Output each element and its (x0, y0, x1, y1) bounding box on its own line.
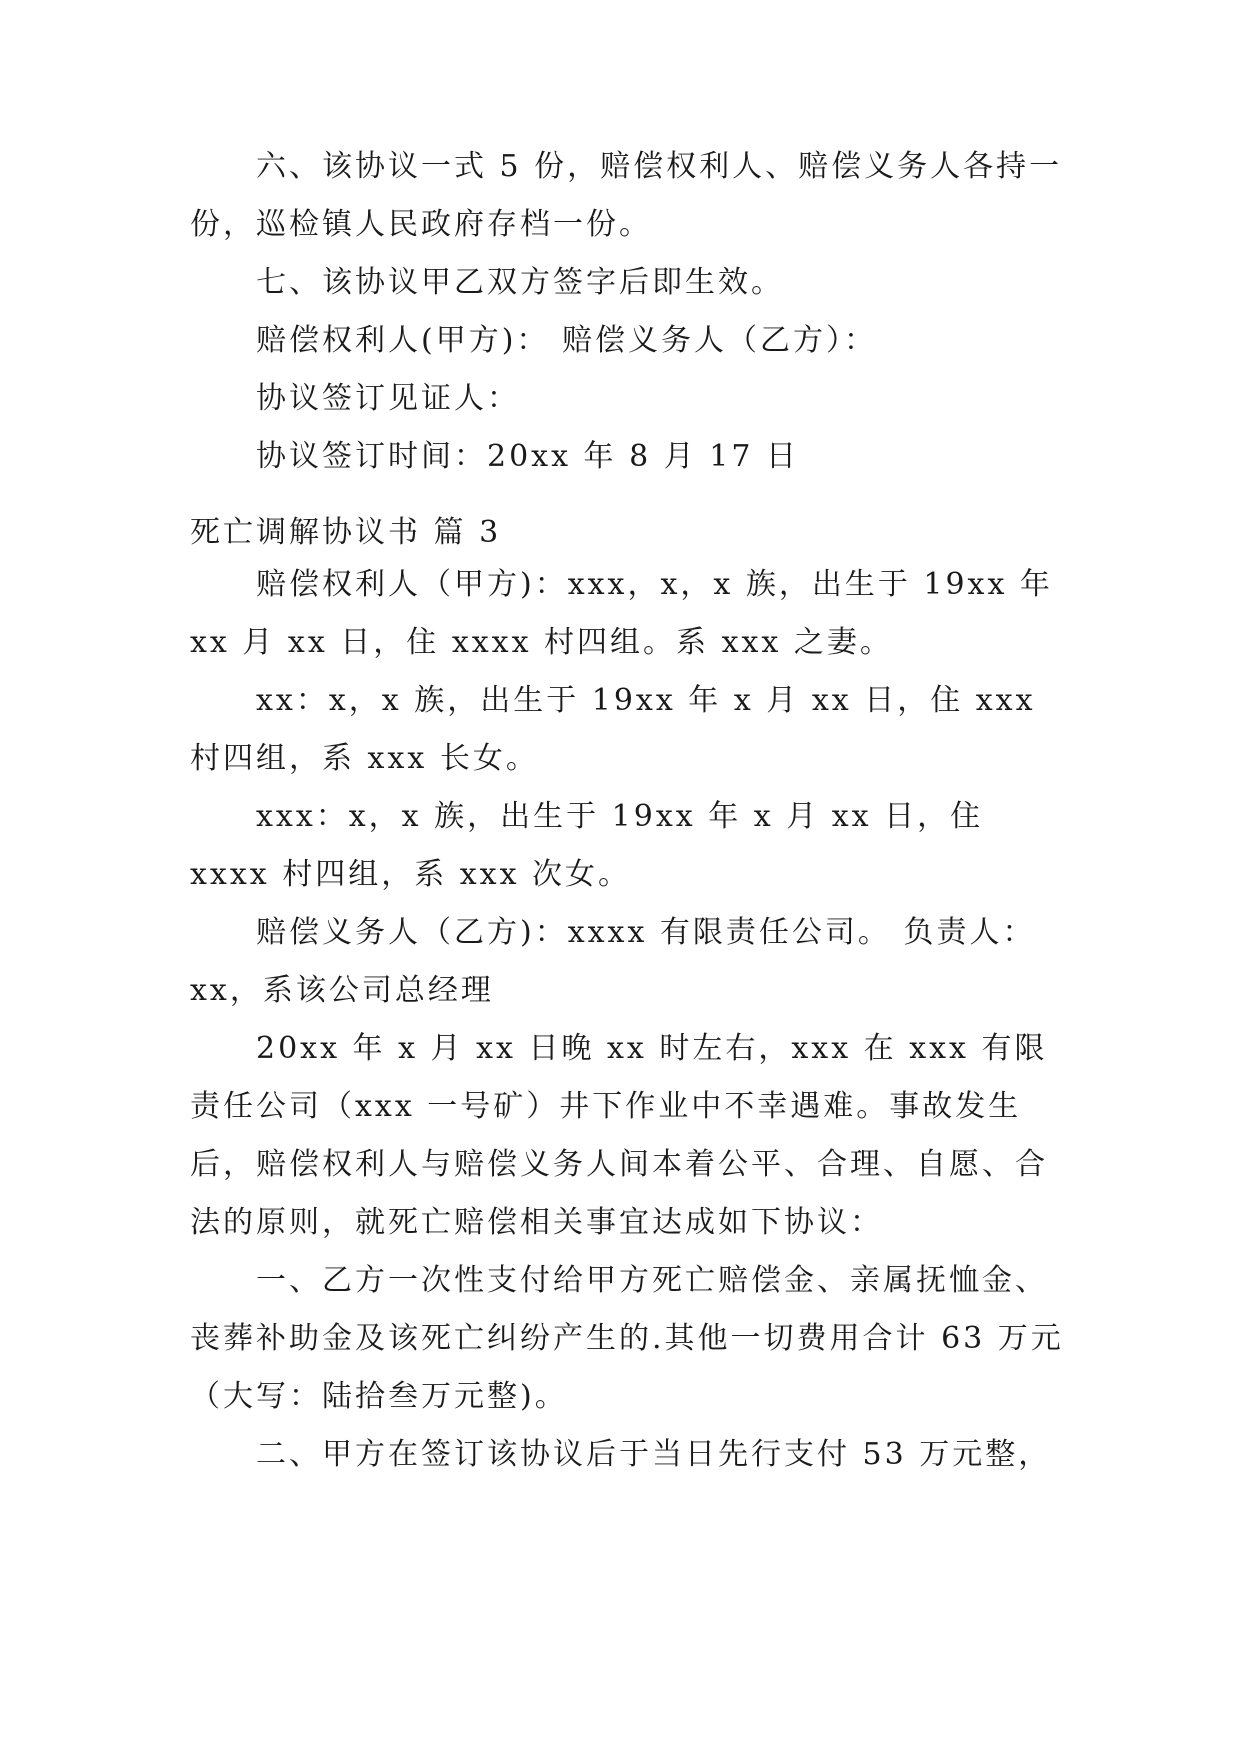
clause-six: 六、该协议一式 5 份，赔偿权利人、赔偿义务人各持一份，巡检镇人民政府存档一份。 (190, 149, 1063, 242)
signature-parties-line: 赔偿权利人(甲方)： 赔偿义务人（乙方）： (256, 323, 877, 358)
section-heading-block (190, 504, 1070, 562)
eldest-daughter-paragraph: xx：x，x 族，出生于 19xx 年 x 月 xx 日，住 xxx 村四组，系 xxx 长女。 (190, 683, 1036, 776)
top-section (190, 138, 1070, 486)
clause-two: 二、甲方在签订该协议后于当日先行支付 53 万元整， (256, 1437, 1052, 1472)
clause-seven: 七、该协议甲乙双方签字后即生效。 (256, 265, 784, 300)
witness-line: 协议签订见证人： (256, 381, 520, 416)
incident-paragraph: 20xx 年 x 月 xx 日晚 xx 时左右，xxx 在 xxx 有限责任公司（xxx 一号矿）井下作业中不幸遇难。事故发生后，赔偿权利人与赔偿义务人间本着公平、合理、自愿、合法的原则，就死亡赔偿相关事宜达成如下协议： (190, 1031, 1048, 1240)
party-a-paragraph: 赔偿权利人（甲方)：xxx，x，x 族，出生于 19xx 年 xx 月 xx 日，住 xxxx 村四组。系 xxx 之妻。 (190, 567, 1053, 660)
second-daughter-paragraph: xxx：x，x 族，出生于 19xx 年 x 月 xx 日，住 xxxx 村四组，系 xxx 次女。 (190, 799, 984, 892)
party-b-paragraph: 赔偿义务人（乙方)：xxxx 有限责任公司。 负责人：xx，系该公司总经理 (190, 915, 1036, 1008)
clause-one: 一、乙方一次性支付给甲方死亡赔偿金、亲属抚恤金、丧葬补助金及该死亡纠纷产生的.其他一切费用合计 63 万元（大写：陆拾叁万元整)。 (190, 1263, 1064, 1414)
main-section (190, 556, 1070, 1484)
signing-date-line: 协议签订时间：20xx 年 8 月 17 日 (256, 439, 799, 474)
section-heading: 死亡调解协议书 篇 3 (190, 515, 502, 550)
